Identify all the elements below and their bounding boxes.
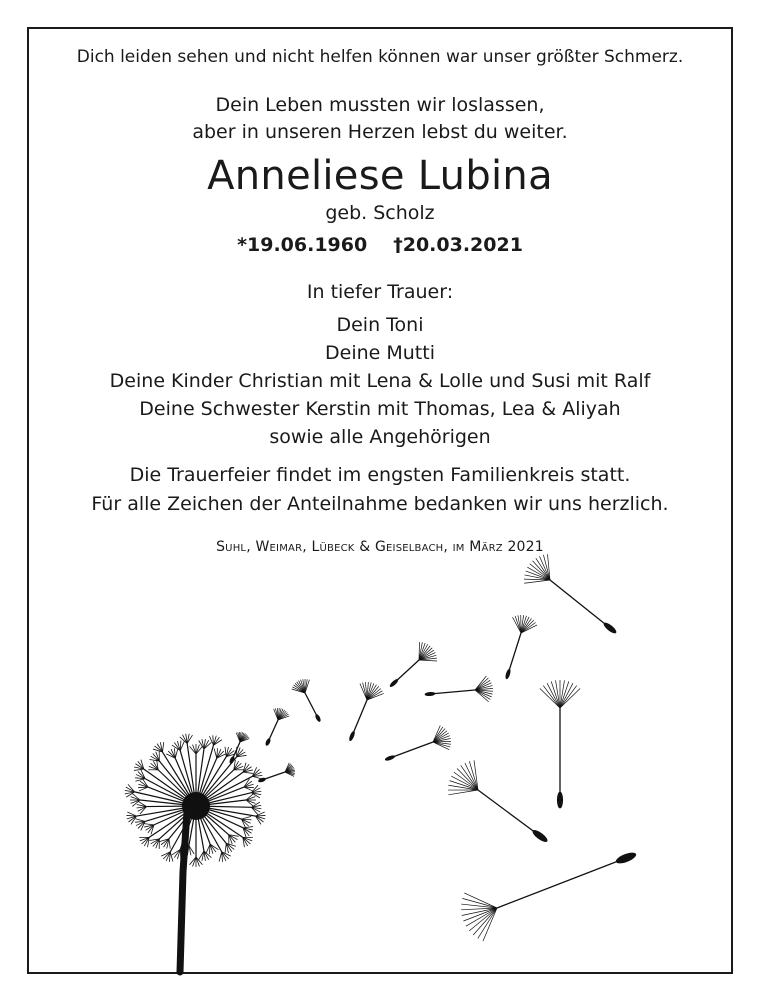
places-and-date: Suhl, Weimar, Lübeck & Geiselbach, im März 2021: [216, 539, 544, 555]
death-date: †20.03.2021: [393, 234, 523, 256]
motto-line-1: Dich leiden sehen und nicht helfen können war unser größter Schmerz.: [76, 47, 684, 67]
life-dates: [0, 234, 760, 256]
mourners-heading: In tiefer Trauer:: [306, 281, 454, 303]
mourner-line: Deine Schwester Kerstin mit Thomas, Lea & Aliyah: [139, 398, 621, 420]
motto-line-3: aber in unseren Herzen lebst du weiter.: [192, 121, 568, 143]
mourners-list: [0, 311, 760, 451]
mourner-line: sowie alle Angehörigen: [269, 426, 491, 448]
deceased-name: Anneliese Lubina: [207, 153, 553, 199]
mourner-line: Dein Toni: [336, 314, 424, 336]
motto-verse: [0, 92, 760, 146]
maiden-name: geb. Scholz: [325, 202, 435, 224]
mourner-line: Deine Kinder Christian mit Lena & Lolle und Susi mit Ralf: [109, 370, 651, 392]
notice-line-2: Für alle Zeichen der Anteilnahme bedanken wir uns herzlich.: [91, 493, 669, 515]
motto-line-2: Dein Leben mussten wir loslassen,: [215, 94, 545, 116]
funeral-notice: [0, 461, 760, 519]
notice-line-1: Die Trauerfeier findet im engsten Familienkreis statt.: [129, 464, 631, 486]
birth-date: *19.06.1960: [237, 234, 368, 256]
mourner-line: Deine Mutti: [325, 342, 435, 364]
